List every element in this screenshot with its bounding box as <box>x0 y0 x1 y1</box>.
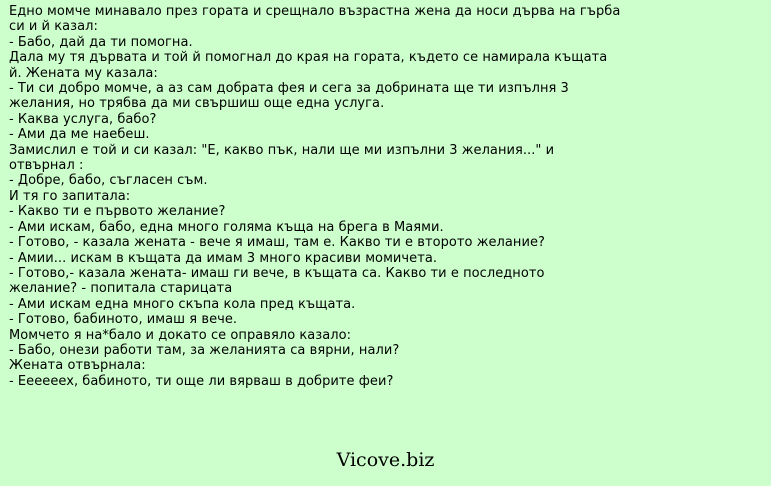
joke-line: Едно момче минавало през гората и срещнало възрастна жена да носи дърва на гърба <box>9 4 621 19</box>
joke-line: И тя го запитала: <box>9 188 131 204</box>
joke-line: - Готово, бабиното, имаш я вече. <box>9 312 238 328</box>
joke-line: - Ти си добро момче, а аз сам добрата фея и сега за добрината ще ти изпълня 3 <box>9 81 569 97</box>
site-watermark: Vicove.biz <box>336 449 435 471</box>
joke-line: - Бабо, дай да ти помогна. <box>9 34 193 50</box>
joke-line: - Бабо, онези работи там, за желанията са вярни, нали? <box>9 342 400 358</box>
joke-line: - Какво ти е първото желание? <box>9 204 226 220</box>
joke-line: - Каква услуга, бабо? <box>9 111 157 127</box>
joke-line: - Готово,- казала жената- имаш ги вече, в къщата са. Какво ти е последното <box>9 265 545 281</box>
joke-line: си и й казал: <box>9 19 98 35</box>
joke-line: Жената отвърнала: <box>9 358 146 374</box>
joke-line: желания, но трябва да ми свършиш още една услуга. <box>9 96 385 112</box>
joke-line: - Амии... искам в къщата да имам 3 много красиви момичета. <box>9 250 438 266</box>
joke-line: Дала му тя дървата и той й помогнал до края на гората, където се намирала къщата <box>9 50 608 66</box>
joke-line: - Добре, бабо, съгласен съм. <box>9 173 208 189</box>
joke-line: - Ами искам една много скъпа кола пред къщата. <box>9 296 356 312</box>
joke-line: желание? - попитала старицата <box>9 281 233 297</box>
joke-text <box>9 4 769 389</box>
joke-line: - Ееееeex, бабиното, ти още ли вярваш в добрите феи? <box>9 373 394 389</box>
joke-line: Замислил е той и си казал: "Е, какво пък, нали ще ми изпълни 3 желания..." и <box>9 142 555 158</box>
joke-line: - Готово, - казала жената - вече я имаш, там е. Какво ти е второто желание? <box>9 235 545 251</box>
joke-line: Момчето я на*бало и докато се оправяло казало: <box>9 327 352 343</box>
joke-line: - Ами да ме наебеш. <box>9 127 150 143</box>
joke-line: й. Жената му казала: <box>9 65 158 81</box>
joke-line: - Ами искам, бабо, една много голяма къща на брега в Маями. <box>9 219 444 235</box>
joke-line: отвърнал : <box>9 158 84 174</box>
